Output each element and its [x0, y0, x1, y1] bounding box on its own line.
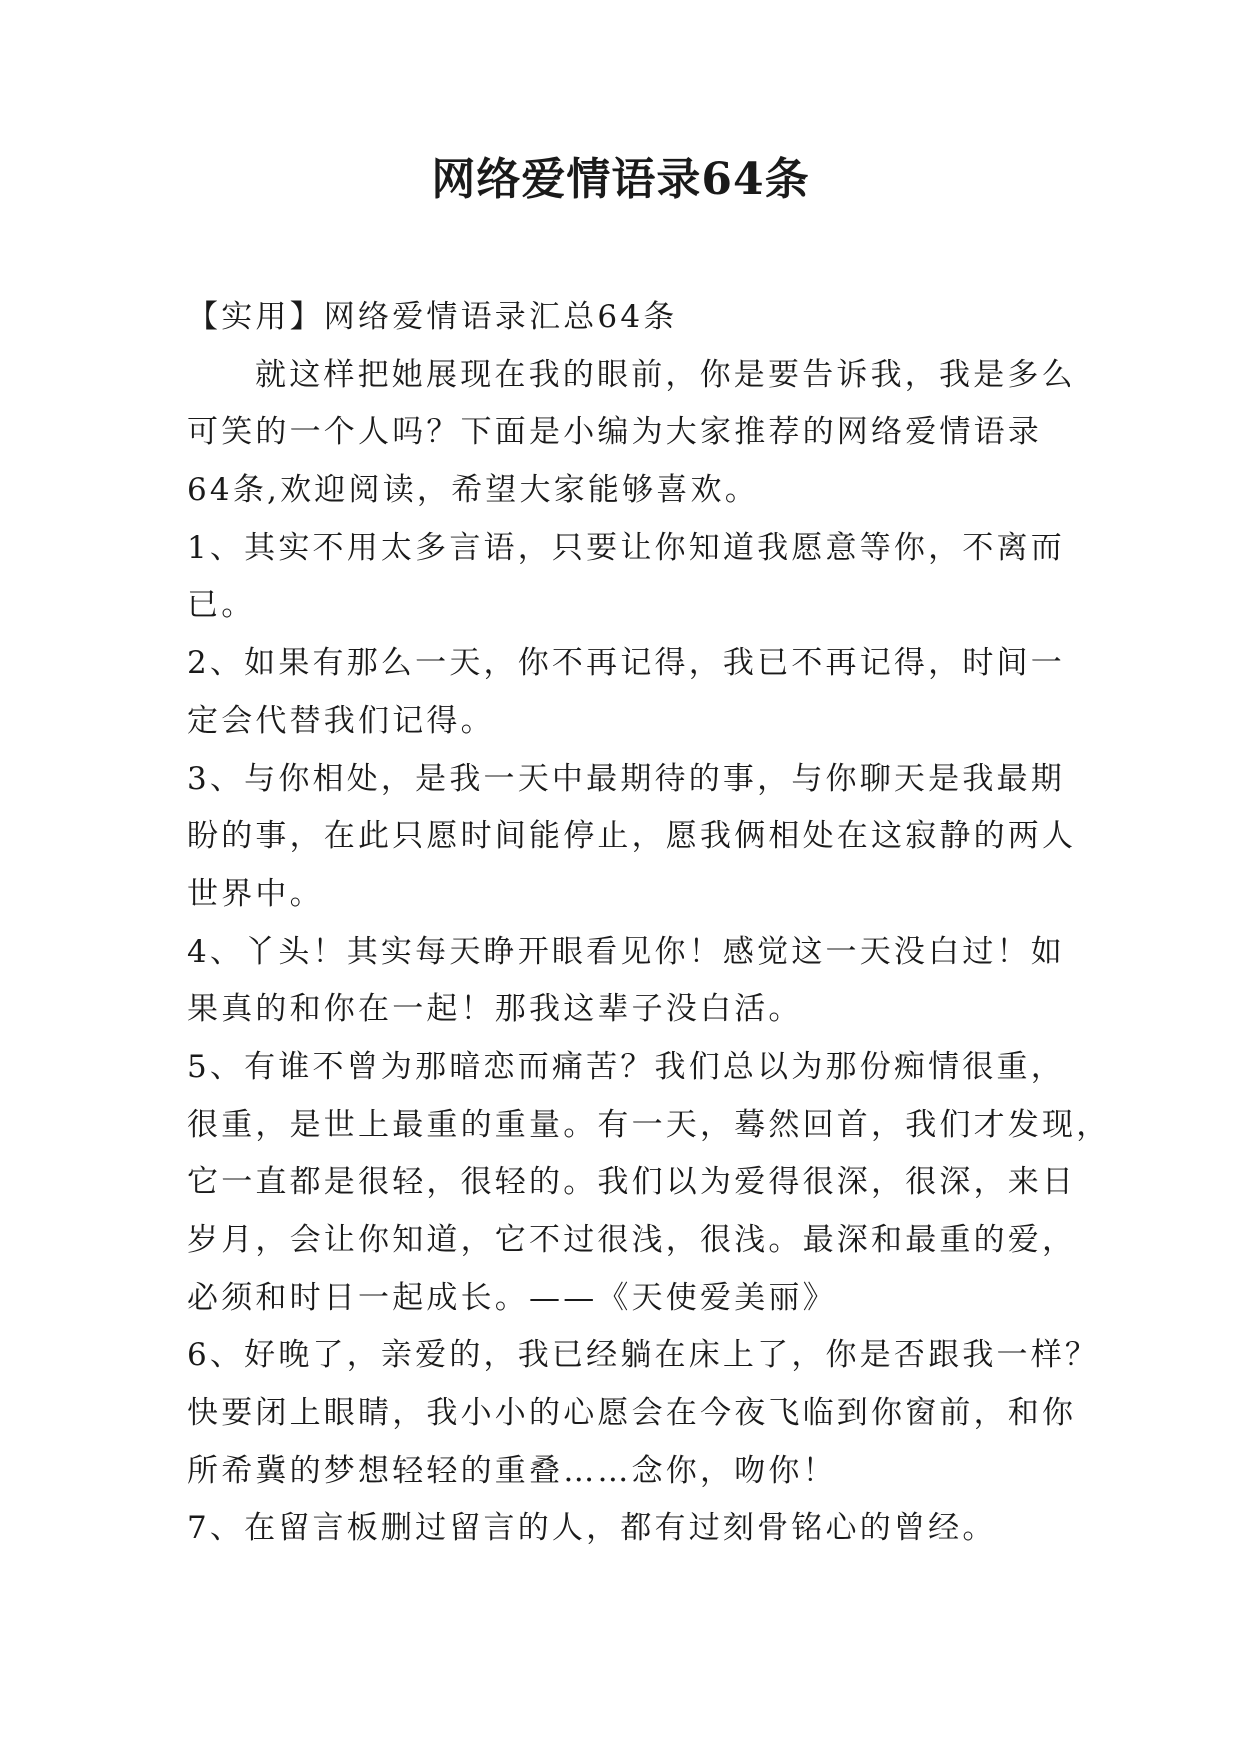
intro-line: 可笑的一个人吗？下面是小编为大家推荐的网络爱情语录: [187, 414, 1042, 451]
document-body: [187, 289, 1111, 1558]
quote-line: 3、与你相处，是我一天中最期待的事，与你聊天是我最期: [187, 760, 1065, 797]
quote-line: 6、好晚了，亲爱的，我已经躺在床上了，你是否跟我一样？: [187, 1337, 1100, 1374]
document-title: 网络爱情语录64条: [431, 154, 810, 205]
quote-line: 它一直都是很轻，很轻的。我们以为爱得很深，很深，来日: [187, 1164, 1077, 1201]
quote-line: 岁月，会让你知道，它不过很浅，很浅。最深和最重的爱，: [187, 1222, 1077, 1258]
quote-line: 盼的事，在此只愿时间能停止，愿我俩相处在这寂静的两人: [187, 818, 1077, 855]
quote-line: 4、丫头！其实每天睁开眼看见你！感觉这一天没白过！如: [187, 933, 1065, 970]
quote-line: 必须和时日一起成长。——《天使爱美丽》: [187, 1279, 837, 1316]
quote-line: 定会代替我们记得。: [187, 702, 495, 739]
quote-line: 快要闭上眼睛，我小小的心愿会在今夜飞临到你窗前，和你: [187, 1395, 1077, 1432]
quote-line: 已。: [187, 587, 256, 624]
subtitle-line: 【实用】网络爱情语录汇总64条: [187, 299, 678, 335]
quote-line: 很重，是世上最重的重量。有一天，蓦然回首，我们才发现，: [187, 1106, 1111, 1143]
quote-line: 所希冀的梦想轻轻的重叠……念你，吻你！: [187, 1452, 837, 1489]
quote-line: 世界中。: [187, 875, 324, 912]
intro-line: 64条,欢迎阅读，希望大家能够喜欢。: [187, 472, 759, 509]
quote-line: 2、如果有那么一天，你不再记得，我已不再记得，时间一: [187, 645, 1065, 682]
quote-line: 果真的和你在一起！那我这辈子没白活。: [187, 991, 803, 1028]
intro-line: 就这样把她展现在我的眼前，你是要告诉我，我是多么: [255, 356, 1076, 393]
quote-line: 5、有谁不曾为那暗恋而痛苦？我们总以为那份痴情很重，: [187, 1048, 1065, 1085]
quote-line: 7、在留言板删过留言的人，都有过刻骨铭心的曾经。: [187, 1510, 997, 1547]
quote-line: 1、其实不用太多言语，只要让你知道我愿意等你，不离而: [187, 529, 1065, 566]
